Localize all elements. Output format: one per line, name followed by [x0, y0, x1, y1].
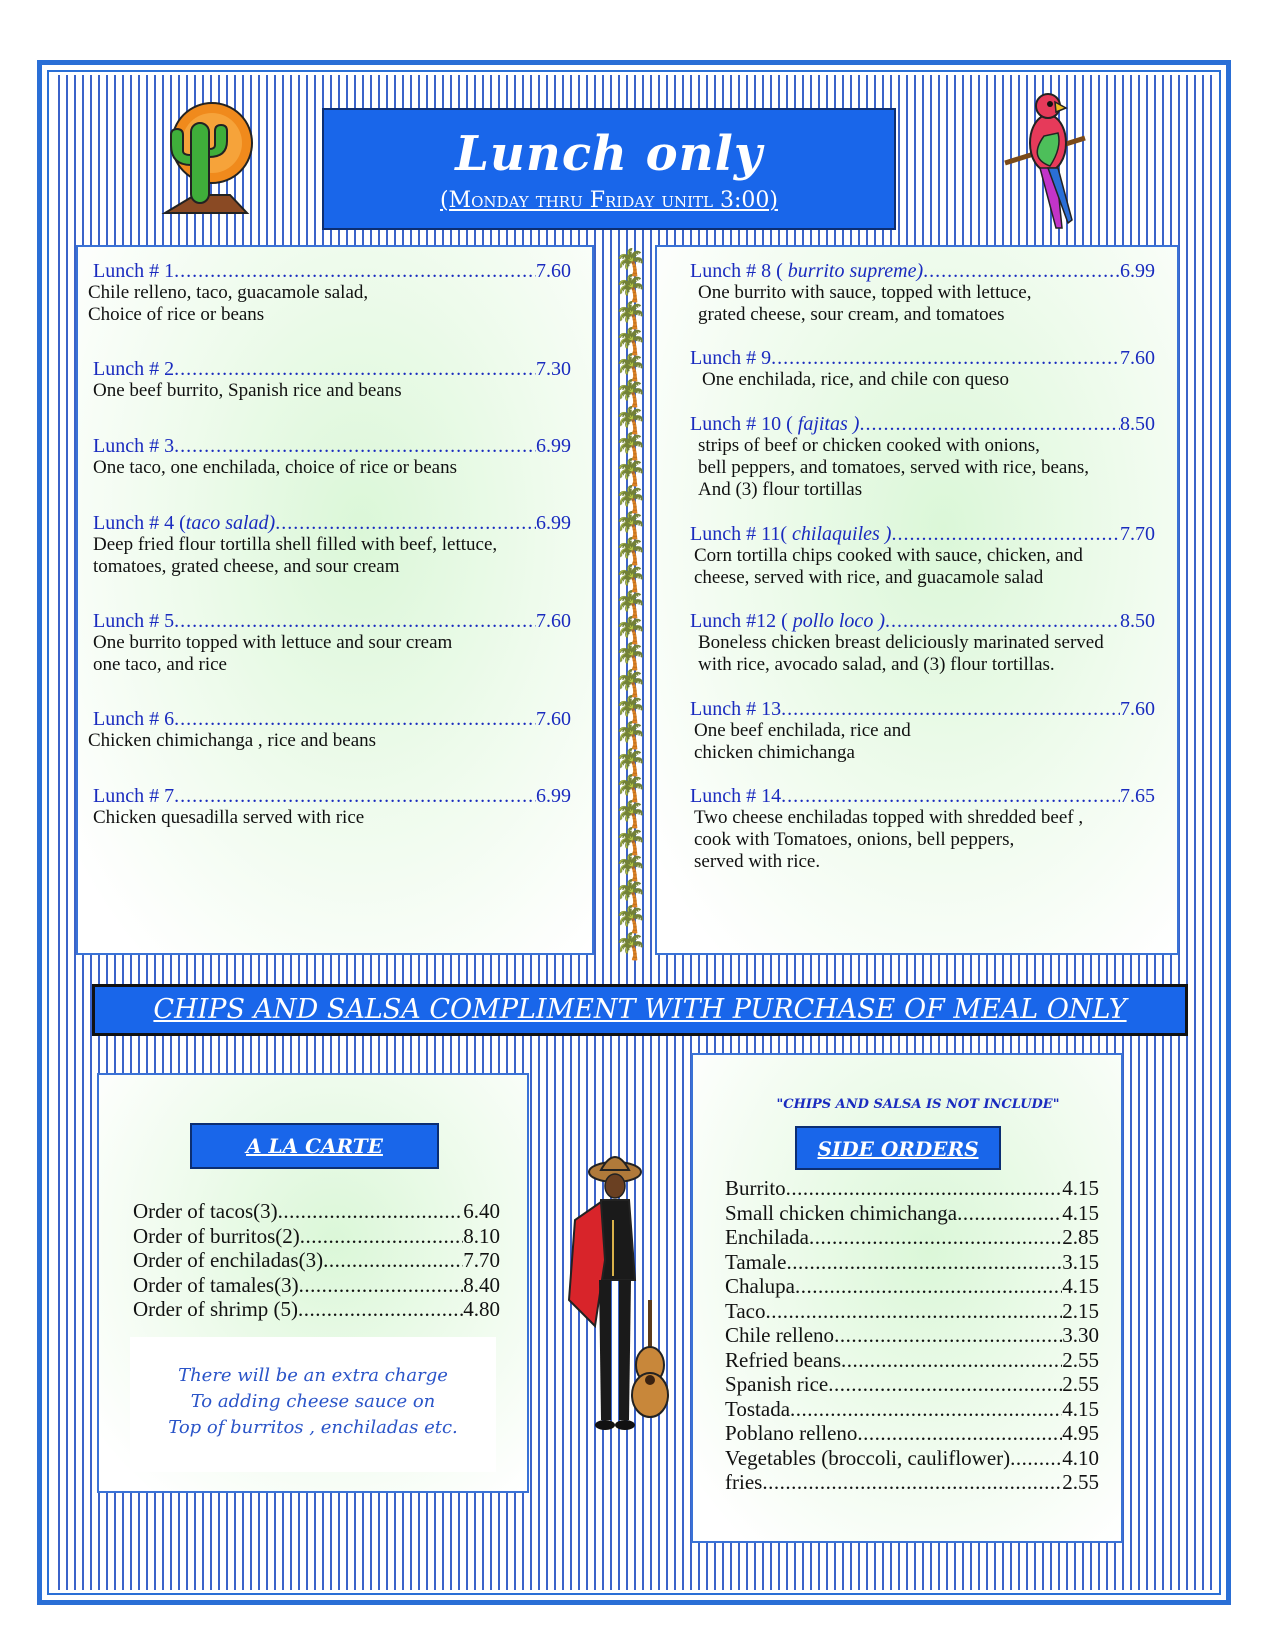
menu-row-price: 2.55 — [1062, 1347, 1099, 1372]
lunch-item — [93, 512, 571, 578]
menu-row — [133, 1199, 500, 1224]
dot-leader — [795, 1274, 1062, 1299]
cactus-sun-icon — [155, 95, 255, 225]
dot-leader — [174, 260, 536, 282]
menu-row-name: fries — [725, 1470, 763, 1494]
menu-row-price: 4.15 — [1062, 1396, 1099, 1421]
palm-divider — [614, 248, 648, 961]
menu-row-price: 8.40 — [463, 1272, 500, 1297]
menu-row — [133, 1273, 500, 1298]
page-title: Lunch only — [455, 126, 763, 182]
dot-leader — [174, 610, 536, 632]
dot-leader — [787, 1250, 1063, 1275]
palm-tree-icon: 🌴 — [614, 747, 648, 777]
lunch-item-number: Lunch # 2 — [93, 358, 175, 380]
lunch-item-description: One beef burrito, Spanish rice and beans — [93, 380, 402, 401]
note-line: Top of burritos , enchiladas etc. — [168, 1417, 458, 1438]
menu-row-name: Order of shrimp (5) — [133, 1297, 299, 1321]
lunch-item-price: 7.65 — [1120, 785, 1155, 807]
dot-leader — [828, 1372, 1062, 1397]
lunch-item-number: Lunch # 5 — [93, 610, 175, 632]
palm-tree-icon: 🌴 — [614, 510, 648, 540]
dot-leader — [857, 1421, 1062, 1446]
palm-tree-icon: 🌴 — [614, 432, 648, 462]
palm-tree-icon: 🌴 — [614, 695, 648, 725]
lunch-item — [93, 358, 571, 402]
lunch-item-description: One enchilada, rice, and chile con queso — [702, 369, 1010, 390]
note-line: There will be an extra charge — [178, 1365, 448, 1386]
lunch-item-description: Boneless chicken breast deliciously marinated served with rice, avocado salad, and (3) flour tortillas. — [698, 632, 1104, 675]
menu-row-name: Taco — [725, 1298, 766, 1323]
menu-row — [725, 1176, 1099, 1201]
lunch-item-heading — [93, 512, 571, 534]
lunch-item — [93, 435, 571, 479]
menu-row — [133, 1224, 500, 1249]
dot-leader — [834, 1323, 1062, 1348]
lunch-item-name — [690, 785, 781, 807]
menu-row — [725, 1470, 1099, 1495]
menu-row-price: 4.15 — [1062, 1274, 1099, 1298]
lunch-item-description: strips of beef or chicken cooked with onions, bell peppers, and tomatoes, served with rice, beans, And (3) flour tortillas — [698, 435, 1089, 500]
palm-tree-icon: 🌴 — [614, 852, 648, 882]
palm-tree-icon: 🌴 — [614, 826, 648, 856]
menu-row-name: Spanish rice — [725, 1372, 829, 1396]
palm-tree-icon: 🌴 — [614, 668, 648, 698]
menu-row-name: Order of enchiladas(3) — [133, 1248, 324, 1272]
lunch-item-description: Chicken chimichanga , rice and beans — [88, 730, 377, 751]
dot-leader — [859, 413, 1120, 435]
palm-tree-icon: 🌴 — [614, 931, 648, 961]
menu-row-price: 4.10 — [1062, 1445, 1099, 1470]
dot-leader — [278, 1199, 464, 1224]
a-la-carte-title: A LA CARTE — [190, 1123, 439, 1169]
lunch-item-name — [690, 610, 885, 632]
chips-salsa-banner: CHIPS AND SALSA COMPLIMENT WITH PURCHASE OF MEAL ONLY — [92, 984, 1188, 1036]
lunch-item-price: 8.50 — [1120, 610, 1155, 632]
mariachi-icon — [565, 1150, 680, 1440]
lunch-item-name — [93, 785, 174, 807]
menu-row — [725, 1250, 1099, 1275]
palm-tree-icon: 🌴 — [614, 300, 648, 330]
dot-leader — [174, 358, 536, 380]
palm-tree-icon: 🌴 — [614, 379, 648, 409]
menu-row — [133, 1248, 500, 1273]
lunch-item-heading — [690, 523, 1155, 545]
lunch-item-heading — [690, 610, 1155, 632]
menu-row — [725, 1446, 1099, 1471]
lunch-item-name — [93, 708, 174, 730]
dot-leader — [771, 347, 1120, 369]
palm-tree-icon: 🌴 — [614, 563, 648, 593]
menu-row — [725, 1323, 1099, 1348]
lunch-item — [93, 610, 571, 676]
lunch-item-subtitle: taco salad) — [185, 512, 276, 534]
menu-row-name: Poblano relleno — [725, 1421, 858, 1445]
lunch-item-number: Lunch # 1 — [93, 260, 175, 282]
lunch-item-description: Corn tortilla chips cooked with sauce, chicken, and cheese, served with rice, and guacamole salad — [694, 545, 1083, 588]
lunch-item-name — [93, 435, 174, 457]
menu-row — [725, 1421, 1099, 1446]
chips-not-included-note: "CHIPS AND SALSA IS NOT INCLUDE" — [776, 1097, 1060, 1112]
page-subtitle: (Monday thru Friday unitl 3:00) — [440, 188, 778, 213]
dot-leader — [300, 1224, 463, 1249]
palm-tree-icon: 🌴 — [614, 800, 648, 830]
dot-leader — [762, 1470, 1062, 1495]
lunch-item-heading — [93, 610, 571, 632]
lunch-item-price: 7.60 — [536, 610, 571, 632]
lunch-item-price: 8.50 — [1120, 413, 1155, 435]
dot-leader — [957, 1201, 1062, 1226]
lunch-item-number: Lunch # 11( — [690, 523, 793, 545]
dot-leader — [923, 260, 1120, 282]
lunch-item-price: 6.99 — [536, 785, 571, 807]
menu-row-price: 8.10 — [463, 1223, 500, 1248]
palm-tree-icon: 🌴 — [614, 248, 648, 277]
dot-leader — [298, 1297, 463, 1322]
lunch-item-price: 6.99 — [1120, 260, 1155, 282]
menu-row-name: Tamale — [725, 1249, 787, 1274]
lunch-item-price: 6.99 — [536, 512, 571, 534]
menu-row-name: Order of tamales(3) — [133, 1272, 299, 1297]
palm-tree-icon: 🌴 — [614, 879, 648, 909]
lunch-item-heading — [93, 358, 571, 380]
dot-leader — [323, 1248, 463, 1273]
dot-leader — [781, 698, 1120, 720]
lunch-item-description: One beef enchilada, rice and chicken chimichanga — [694, 720, 911, 763]
dot-leader — [841, 1348, 1062, 1373]
palm-tree-icon: 🌴 — [614, 353, 648, 383]
lunch-item-number: Lunch # 14 — [690, 785, 782, 807]
lunch-item-subtitle: chilaquiles ) — [792, 523, 892, 545]
lunch-item-description: Chile relleno, taco, guacamole salad, Choice of rice or beans — [88, 282, 369, 325]
lunch-item-heading — [690, 413, 1155, 435]
lunch-item-number: Lunch # 6 — [93, 708, 175, 730]
lunch-item-subtitle: pollo loco ) — [792, 610, 885, 632]
dot-leader — [1010, 1446, 1062, 1471]
menu-row — [725, 1348, 1099, 1373]
palm-tree-icon: 🌴 — [614, 642, 648, 672]
cheese-sauce-note — [130, 1337, 496, 1472]
lunch-item-price: 7.60 — [1120, 698, 1155, 720]
menu-row — [725, 1372, 1099, 1397]
side-orders-title: SIDE ORDERS — [795, 1126, 1001, 1170]
lunch-item — [88, 708, 571, 752]
lunch-item-number: Lunch # 10 ( — [690, 413, 798, 435]
lunch-item-name — [690, 698, 781, 720]
lunch-item-heading — [93, 435, 571, 457]
lunch-item — [690, 523, 1155, 589]
lunch-item-description: Chicken quesadilla served with rice — [93, 807, 365, 828]
lunch-left-panel — [76, 245, 594, 955]
palm-tree-icon: 🌴 — [614, 405, 648, 435]
lunch-item-heading — [93, 260, 571, 282]
lunch-item-name — [93, 358, 174, 380]
menu-row-price: 6.40 — [463, 1199, 500, 1223]
dot-leader — [766, 1299, 1063, 1324]
lunch-item-name — [93, 610, 174, 632]
parrot-icon — [1000, 88, 1090, 233]
lunch-item-heading — [690, 260, 1155, 282]
lunch-item-heading — [690, 347, 1155, 369]
a-la-carte-list — [133, 1199, 500, 1322]
dot-leader — [781, 785, 1120, 807]
menu-row-price: 4.15 — [1062, 1176, 1099, 1200]
menu-row-name: Order of tacos(3) — [133, 1199, 278, 1223]
palm-tree-icon: 🌴 — [614, 458, 648, 488]
lunch-item — [690, 785, 1155, 873]
lunch-item — [690, 610, 1155, 676]
palm-tree-icon: 🌴 — [614, 773, 648, 803]
note-line: To adding cheese sauce on — [190, 1391, 436, 1412]
lunch-item-description: Two cheese enchiladas topped with shredded beef , cook with Tomatoes, onions, bell peppers, served with rice. — [694, 807, 1084, 872]
lunch-item-heading — [690, 698, 1155, 720]
menu-row-name: Tostada — [725, 1396, 791, 1421]
dot-leader — [790, 1397, 1062, 1422]
menu-row-price: 2.15 — [1062, 1298, 1099, 1323]
menu-row-price: 2.55 — [1062, 1372, 1099, 1396]
dot-leader — [809, 1225, 1062, 1250]
lunch-item-price: 7.70 — [1120, 523, 1155, 545]
lunch-item-subtitle: fajitas ) — [797, 413, 860, 435]
menu-row — [725, 1397, 1099, 1422]
menu-row — [133, 1297, 500, 1322]
menu-row-price: 2.55 — [1062, 1470, 1099, 1494]
lunch-item — [93, 785, 571, 829]
lunch-item-description: Deep fried flour tortilla shell filled with beef, lettuce, tomatoes, grated cheese, and sour cream — [93, 534, 498, 577]
menu-row-name: Chile relleno — [725, 1323, 835, 1347]
lunch-item — [690, 413, 1155, 501]
palm-tree-icon: 🌴 — [614, 616, 648, 646]
palm-tree-icon: 🌴 — [614, 589, 648, 619]
lunch-item-name — [690, 347, 771, 369]
lunch-item-name — [93, 512, 275, 534]
palm-tree-icon: 🌴 — [614, 484, 648, 514]
menu-row-name: Vegetables (broccoli, cauliflower) — [725, 1445, 1011, 1470]
palm-tree-icon: 🌴 — [614, 274, 648, 304]
menu-row — [725, 1225, 1099, 1250]
palm-tree-icon: 🌴 — [614, 326, 648, 356]
lunch-item-price: 7.60 — [536, 260, 571, 282]
menu-row-price: 4.15 — [1062, 1200, 1099, 1225]
dot-leader — [891, 523, 1120, 545]
lunch-item-name — [690, 413, 859, 435]
menu-row-name: Small chicken chimichanga — [725, 1200, 958, 1225]
lunch-item-description: One burrito with sauce, topped with lettuce, grated cheese, sour cream, and tomatoes — [698, 282, 1032, 325]
lunch-item-heading — [93, 708, 571, 730]
menu-row-price: 3.15 — [1062, 1249, 1099, 1274]
lunch-item-subtitle: burrito supreme) — [787, 260, 924, 282]
palm-tree-icon: 🌴 — [614, 905, 648, 935]
lunch-item-price: 7.60 — [536, 708, 571, 730]
dot-leader — [885, 610, 1120, 632]
lunch-item-heading — [93, 785, 571, 807]
lunch-item-number: Lunch # 3 — [93, 435, 175, 457]
lunch-item-number: Lunch # 7 — [93, 785, 175, 807]
lunch-item — [88, 260, 571, 326]
lunch-item-heading — [690, 785, 1155, 807]
lunch-item-name — [690, 260, 923, 282]
lunch-item-description: One taco, one enchilada, choice of rice or beans — [93, 457, 457, 478]
lunch-item-name — [690, 523, 891, 545]
menu-row — [725, 1299, 1099, 1324]
lunch-item-name — [93, 260, 174, 282]
menu-row-name: Chalupa — [725, 1274, 795, 1298]
dot-leader — [174, 785, 536, 807]
menu-row-name: Refried beans — [725, 1347, 842, 1372]
lunch-item — [690, 260, 1155, 326]
menu-row-name: Enchilada — [725, 1225, 809, 1249]
lunch-item — [690, 347, 1155, 391]
lunch-item — [690, 698, 1155, 764]
dot-leader — [174, 435, 536, 457]
lunch-item-description: One burrito topped with lettuce and sour cream one taco, and rice — [93, 632, 453, 675]
lunch-item-number: Lunch # 4 ( — [93, 512, 186, 534]
lunch-item-number: Lunch # 13 — [690, 698, 782, 720]
dot-leader — [786, 1176, 1063, 1201]
lunch-item-number: Lunch # 8 ( — [690, 260, 788, 282]
dot-leader — [275, 512, 536, 534]
dot-leader — [174, 708, 536, 730]
dot-leader — [299, 1273, 464, 1298]
menu-row — [725, 1201, 1099, 1226]
lunch-item-price: 7.30 — [536, 358, 571, 380]
title-box — [322, 108, 896, 230]
lunch-item-price: 7.60 — [1120, 347, 1155, 369]
menu-row-price: 4.80 — [463, 1297, 500, 1321]
menu-row-price: 7.70 — [463, 1248, 500, 1272]
menu-row — [725, 1274, 1099, 1299]
menu-row-price: 2.85 — [1062, 1225, 1099, 1249]
menu-row-name: Order of burritos(2) — [133, 1223, 300, 1248]
side-orders-list — [725, 1176, 1099, 1495]
palm-tree-icon: 🌴 — [614, 721, 648, 751]
menu-row-price: 4.95 — [1062, 1421, 1099, 1445]
menu-row-price: 3.30 — [1062, 1323, 1099, 1347]
lunch-item-number: Lunch #12 ( — [690, 610, 793, 632]
lunch-item-price: 6.99 — [536, 435, 571, 457]
palm-tree-icon: 🌴 — [614, 537, 648, 567]
menu-row-name: Burrito — [725, 1176, 786, 1200]
lunch-item-number: Lunch # 9 — [690, 347, 772, 369]
